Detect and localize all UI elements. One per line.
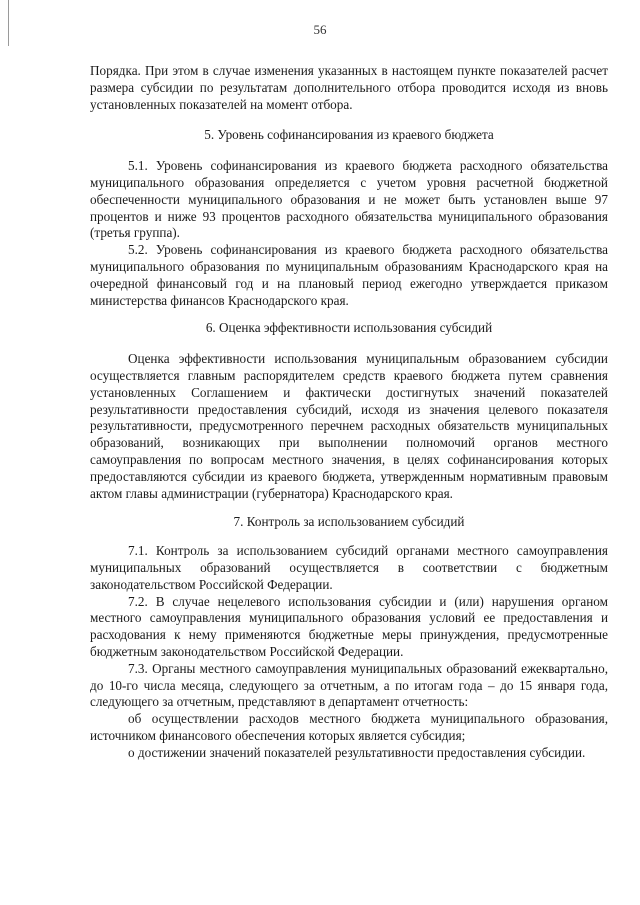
intro-paragraph: Порядка. При этом в случае изменения указанных в настоящем пункте показателей расчет размера субсидии по результатам дополнительного отбора проводится исходя из вновь установленных показателей на момент отбора. (90, 63, 608, 112)
section-5-2-paragraph: 5.2. Уровень софинансирования из краевого бюджета расходного обязательства муниципального образования по муниципальным образованиям Краснодарского края на очередной финансовый год и на плановый период ежегодно утверждается приказом министерства финансов Краснодарского края. (90, 242, 608, 308)
section-6-paragraph: Оценка эффективности использования муниципальным образованием субсидии осуществляется главным распорядителем средств краевого бюджета путем сравнения установленных Соглашением и фактически достигнутых значений показателей результативности предоставления субсидий, исходя из значения целевого показателя результативности, предусмотренного перечнем расходных обязательств муниципальных образований, возникающих при выполнении полномочий органов местного самоуправления по вопросам местного значения, в целях софинансирования которых предоставляются субсидии из краевого бюджета, утвержденным нормативным правовым актом главы администрации (губернатора) Краснодарского края. (90, 351, 608, 501)
section-7-3-item-expenses: об осуществлении расходов местного бюджета муниципального образования, источником финансового обеспечения которых является субсидия; (90, 711, 608, 743)
section-7-3-paragraph: 7.3. Органы местного самоуправления муниципальных образований ежеквартально, до 10-го числа месяца, следующего за отчетным, а по итогам года – до 15 января года, следующего за отчетным, представляют в департамент отчетность: (90, 660, 608, 710)
document-body (90, 63, 608, 761)
section-7-heading: 7. Контроль за использованием субсидий (233, 514, 465, 530)
section-6-heading: 6. Оценка эффективности использования субсидий (205, 320, 493, 336)
section-7-2-paragraph: 7.2. В случае нецелевого использования субсидии и (или) нарушения органом местного самоуправления муниципального образования условий ее предоставления и расходования к нему применяются бюджетные меры принуждения, предусмотренные бюджетным законодательством Российской Федерации. (90, 593, 608, 659)
section-5-heading: 5. Уровень софинансирования из краевого бюджета (204, 127, 494, 143)
section-7-3-item-indicators: о достижении значений показателей результативности предоставления субсидии. (128, 744, 586, 760)
section-5-1-paragraph: 5.1. Уровень софинансирования из краевого бюджета расходного обязательства муниципального образования определяется с учетом уровня расчетной бюджетной обеспеченности муниципального образования и не может быть установлен выше 97 процентов и ниже 93 процентов расходного обязательства муниципального образования (третья группа). (90, 158, 608, 241)
page-number: 56 (313, 22, 327, 37)
section-7-1-paragraph: 7.1. Контроль за использованием субсидий органами местного самоуправления муниципальных образований осуществляется в соответствии с бюджетным законодательством Российской Федерации. (90, 543, 608, 592)
